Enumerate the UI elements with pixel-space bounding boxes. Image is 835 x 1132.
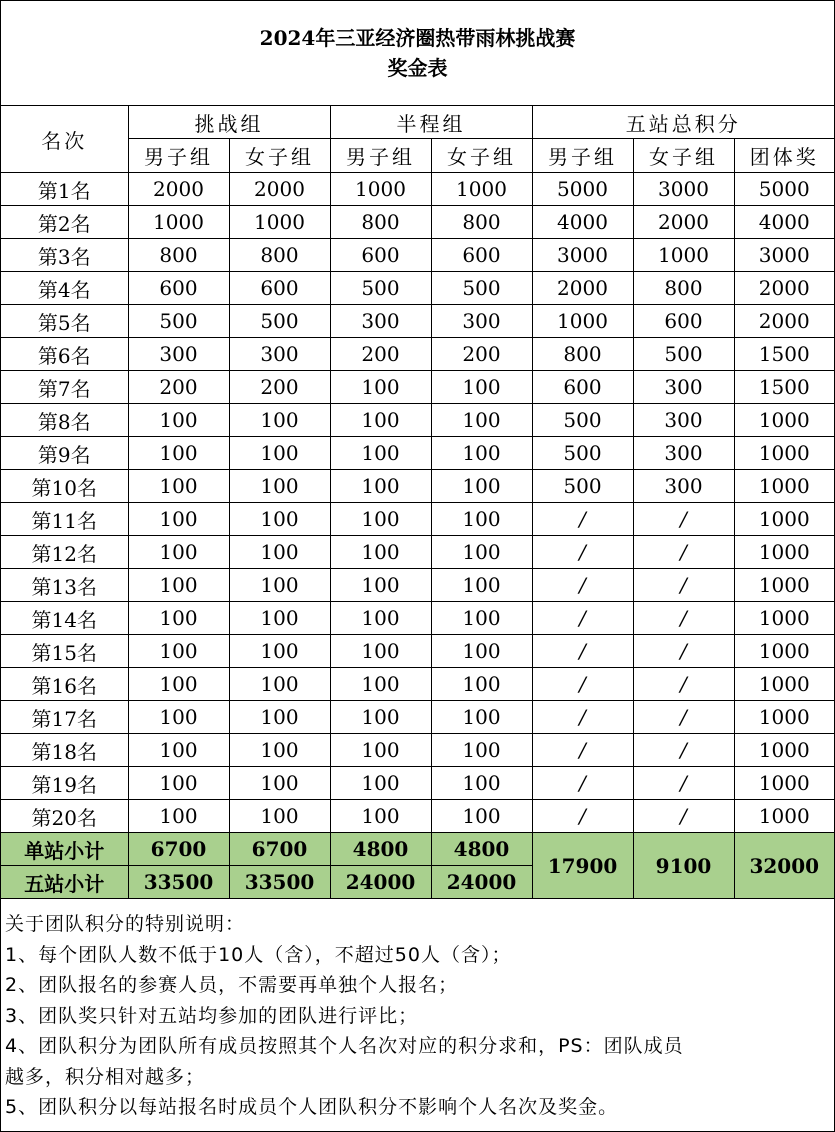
- prize-cell: /: [532, 701, 633, 734]
- prize-cell: 2000: [532, 272, 633, 305]
- prize-cell: 100: [229, 437, 330, 470]
- prize-cell: 300: [330, 305, 431, 338]
- subtotal-cell: 24000: [431, 866, 532, 899]
- prize-cell: 1000: [128, 206, 229, 239]
- prize-cell: 100: [229, 536, 330, 569]
- table-row: [1, 800, 834, 833]
- header-rank: 名次: [1, 106, 128, 173]
- prize-cell: 500: [229, 305, 330, 338]
- prize-cell: 600: [633, 305, 734, 338]
- prize-cell: /: [633, 668, 734, 701]
- prize-cell: 100: [330, 602, 431, 635]
- prize-cell: 100: [229, 404, 330, 437]
- prize-cell: 100: [431, 371, 532, 404]
- prize-cell: /: [633, 569, 734, 602]
- prize-cell: 100: [330, 569, 431, 602]
- rank-cell: 第15名: [1, 635, 128, 668]
- rank-cell: 第10名: [1, 470, 128, 503]
- rank-cell: 第19名: [1, 767, 128, 800]
- subtotal-cell: 33500: [229, 866, 330, 899]
- rank-cell: 第2名: [1, 206, 128, 239]
- prize-cell: 500: [431, 272, 532, 305]
- prize-cell: /: [532, 635, 633, 668]
- prize-cell: 600: [229, 272, 330, 305]
- rank-cell: 第7名: [1, 371, 128, 404]
- rank-cell: 第6名: [1, 338, 128, 371]
- notes-line: 4、团队积分为团队所有成员按照其个人名次对应的积分求和，PS：团队成员: [5, 1035, 684, 1057]
- prize-cell: /: [532, 767, 633, 800]
- prize-cell: 100: [128, 470, 229, 503]
- prize-cell: 1500: [734, 371, 834, 404]
- prize-cell: /: [633, 536, 734, 569]
- prize-cell: 600: [330, 239, 431, 272]
- rank-cell: 第20名: [1, 800, 128, 833]
- prize-cell: 300: [633, 437, 734, 470]
- rank-cell: 第1名: [1, 173, 128, 206]
- prize-cell: 600: [431, 239, 532, 272]
- table-row: [1, 536, 834, 569]
- subtotal-cell: 4800: [330, 833, 431, 866]
- prize-cell: 100: [128, 668, 229, 701]
- prize-cell: 100: [229, 767, 330, 800]
- subtotal-row-single: [1, 833, 834, 866]
- table-row: [1, 701, 834, 734]
- prize-cell: 100: [128, 404, 229, 437]
- prize-cell: 100: [128, 503, 229, 536]
- prize-cell: /: [633, 503, 734, 536]
- header-group-total: 五站总积分: [532, 106, 834, 139]
- table-row: [1, 437, 834, 470]
- prize-cell: 600: [128, 272, 229, 305]
- prize-cell: 1000: [734, 635, 834, 668]
- prize-cell: 100: [229, 734, 330, 767]
- rank-cell: 第9名: [1, 437, 128, 470]
- prize-cell: 100: [128, 437, 229, 470]
- table-row: [1, 503, 834, 536]
- table-row: [1, 239, 834, 272]
- prize-cell: /: [532, 569, 633, 602]
- prize-cell: 100: [431, 503, 532, 536]
- header-sub: 男子组: [532, 139, 633, 173]
- prize-cell: 2000: [229, 173, 330, 206]
- prize-cell: 100: [431, 701, 532, 734]
- rank-cell: 第3名: [1, 239, 128, 272]
- prize-cell: 100: [330, 767, 431, 800]
- rank-cell: 第4名: [1, 272, 128, 305]
- prize-cell: 500: [532, 470, 633, 503]
- notes-line: 3、团队奖只针对五站均参加的团队进行评比；: [5, 1004, 419, 1027]
- table-row: [1, 734, 834, 767]
- prize-cell: 100: [330, 536, 431, 569]
- prize-cell: 100: [229, 602, 330, 635]
- prize-cell: 1000: [633, 239, 734, 272]
- prize-cell: 100: [330, 503, 431, 536]
- prize-cell: 100: [330, 404, 431, 437]
- table-row: [1, 569, 834, 602]
- prize-cell: 300: [229, 338, 330, 371]
- table-row: [1, 272, 834, 305]
- prize-cell: /: [532, 536, 633, 569]
- prize-cell: 500: [532, 404, 633, 437]
- prize-cell: 300: [431, 305, 532, 338]
- rank-cell: 第5名: [1, 305, 128, 338]
- prize-table: [1, 106, 834, 899]
- subtotal-cell: 6700: [128, 833, 229, 866]
- header-sub: 男子组: [330, 139, 431, 173]
- prize-cell: 3000: [532, 239, 633, 272]
- prize-cell: 100: [229, 668, 330, 701]
- prize-cell: /: [532, 668, 633, 701]
- page-title: 2024年三亚经济圈热带雨林挑战赛: [259, 26, 576, 50]
- prize-cell: 500: [330, 272, 431, 305]
- prize-cell: 1000: [734, 767, 834, 800]
- prize-cell: /: [633, 701, 734, 734]
- prize-cell: 5000: [532, 173, 633, 206]
- rank-cell: 第11名: [1, 503, 128, 536]
- prize-cell: 300: [633, 371, 734, 404]
- prize-cell: 100: [431, 470, 532, 503]
- subtotal-cell: 33500: [128, 866, 229, 899]
- prize-cell: 1000: [734, 668, 834, 701]
- prize-cell: 2000: [128, 173, 229, 206]
- header-sub: 女子组: [229, 139, 330, 173]
- prize-cell: 100: [128, 569, 229, 602]
- prize-cell: 500: [633, 338, 734, 371]
- rank-cell: 第18名: [1, 734, 128, 767]
- prize-cell: 800: [532, 338, 633, 371]
- prize-cell: 100: [330, 800, 431, 833]
- prize-cell: 1000: [734, 602, 834, 635]
- prize-cell: 200: [229, 371, 330, 404]
- table-row: [1, 173, 834, 206]
- prize-cell: 100: [229, 470, 330, 503]
- prize-cell: 100: [330, 371, 431, 404]
- table-row: [1, 404, 834, 437]
- prize-cell: 100: [330, 668, 431, 701]
- prize-cell: 200: [431, 338, 532, 371]
- prize-cell: 1000: [431, 173, 532, 206]
- rank-cell: 第14名: [1, 602, 128, 635]
- prize-cell: 100: [229, 800, 330, 833]
- prize-cell: 1000: [734, 503, 834, 536]
- table-row: [1, 635, 834, 668]
- notes-line: 2、团队报名的参赛人员，不需要再单独个人报名；: [5, 974, 459, 996]
- rank-cell: 第8名: [1, 404, 128, 437]
- notes-line: 5、团队积分以每站报名时成员个人团队积分不影响个人名次及奖金。: [5, 1096, 619, 1118]
- prize-cell: 100: [431, 734, 532, 767]
- notes-section: [1, 899, 834, 1123]
- prize-cell: 100: [229, 635, 330, 668]
- prize-cell: 100: [431, 602, 532, 635]
- prize-cell: 100: [431, 437, 532, 470]
- prize-cell: /: [532, 734, 633, 767]
- prize-cell: /: [633, 734, 734, 767]
- prize-cell: 1000: [734, 470, 834, 503]
- header-sub: 女子组: [633, 139, 734, 173]
- prize-cell: 500: [532, 437, 633, 470]
- prize-cell: /: [532, 800, 633, 833]
- table-row: [1, 602, 834, 635]
- table-row: [1, 767, 834, 800]
- prize-cell: 100: [431, 767, 532, 800]
- prize-cell: 100: [431, 800, 532, 833]
- prize-cell: 800: [330, 206, 431, 239]
- prize-cell: 100: [128, 635, 229, 668]
- prize-cell: 100: [128, 701, 229, 734]
- prize-cell: 100: [330, 734, 431, 767]
- rank-cell: 第16名: [1, 668, 128, 701]
- header-row-groups: [1, 106, 834, 139]
- prize-cell: 300: [633, 404, 734, 437]
- prize-cell: 100: [431, 404, 532, 437]
- prize-cell: 100: [431, 569, 532, 602]
- prize-cell: 2000: [734, 272, 834, 305]
- header-sub: 团体奖: [734, 139, 834, 173]
- prize-cell: 1000: [734, 734, 834, 767]
- subtotal-label: 五站小计: [1, 866, 128, 899]
- prize-cell: 600: [532, 371, 633, 404]
- notes-line: 1、每个团队人数不低于10人（含），不超过50人（含）；: [5, 943, 512, 966]
- prize-cell: 1000: [734, 437, 834, 470]
- rank-cell: 第17名: [1, 701, 128, 734]
- table-row: [1, 371, 834, 404]
- prize-cell: /: [532, 503, 633, 536]
- table-row: [1, 668, 834, 701]
- prize-cell: 100: [431, 635, 532, 668]
- total-cell: 9100: [633, 833, 734, 899]
- rank-cell: 第13名: [1, 569, 128, 602]
- prize-cell: 800: [431, 206, 532, 239]
- total-cell: 32000: [734, 833, 834, 899]
- prize-cell: 300: [128, 338, 229, 371]
- prize-cell: 1000: [734, 701, 834, 734]
- table-row: [1, 305, 834, 338]
- prize-cell: 200: [330, 338, 431, 371]
- table-row: [1, 206, 834, 239]
- prize-cell: /: [633, 602, 734, 635]
- notes-line: 越多，积分相对越多；: [5, 1065, 206, 1088]
- prize-cell: 3000: [734, 239, 834, 272]
- prize-cell: 1000: [734, 536, 834, 569]
- header-sub: 男子组: [128, 139, 229, 173]
- prize-cell: 100: [330, 701, 431, 734]
- prize-cell: 5000: [734, 173, 834, 206]
- prize-cell: 1500: [734, 338, 834, 371]
- prize-cell: 100: [229, 701, 330, 734]
- page-subtitle: 奖金表: [387, 56, 448, 80]
- prize-cell: 800: [229, 239, 330, 272]
- prize-cell: 100: [128, 800, 229, 833]
- prize-cell: 4000: [532, 206, 633, 239]
- table-row: [1, 338, 834, 371]
- total-cell: 17900: [532, 833, 633, 899]
- prize-cell: 1000: [734, 404, 834, 437]
- prize-cell: /: [633, 635, 734, 668]
- header-group-half: 半程组: [330, 106, 532, 139]
- prize-cell: 100: [128, 734, 229, 767]
- prize-cell: 100: [128, 767, 229, 800]
- prize-cell: 800: [128, 239, 229, 272]
- prize-cell: 100: [330, 437, 431, 470]
- prize-cell: 1000: [532, 305, 633, 338]
- prize-cell: 500: [128, 305, 229, 338]
- prize-cell: 1000: [734, 800, 834, 833]
- prize-cell: 100: [431, 668, 532, 701]
- prize-cell: 2000: [633, 206, 734, 239]
- prize-cell: 1000: [330, 173, 431, 206]
- notes-line: 关于团队积分的特别说明：: [5, 913, 246, 935]
- prize-cell: 100: [128, 602, 229, 635]
- prize-cell: 100: [330, 635, 431, 668]
- prize-cell: 2000: [734, 305, 834, 338]
- rank-cell: 第12名: [1, 536, 128, 569]
- prize-cell: /: [633, 767, 734, 800]
- prize-cell: /: [532, 602, 633, 635]
- title-block: [1, 1, 834, 106]
- table-row: [1, 470, 834, 503]
- subtotal-label: 单站小计: [1, 833, 128, 866]
- header-group-challenge: 挑战组: [128, 106, 330, 139]
- prize-cell: 1000: [734, 569, 834, 602]
- prize-cell: 200: [128, 371, 229, 404]
- prize-cell: 100: [330, 470, 431, 503]
- prize-cell: 100: [128, 536, 229, 569]
- prize-cell: 300: [633, 470, 734, 503]
- prize-cell: /: [633, 800, 734, 833]
- header-sub: 女子组: [431, 139, 532, 173]
- subtotal-cell: 24000: [330, 866, 431, 899]
- subtotal-cell: 4800: [431, 833, 532, 866]
- prize-cell: 100: [229, 503, 330, 536]
- prize-cell: 100: [229, 569, 330, 602]
- prize-cell: 100: [431, 536, 532, 569]
- subtotal-cell: 6700: [229, 833, 330, 866]
- prize-cell: 4000: [734, 206, 834, 239]
- prize-cell: 1000: [229, 206, 330, 239]
- prize-cell: 3000: [633, 173, 734, 206]
- prize-cell: 800: [633, 272, 734, 305]
